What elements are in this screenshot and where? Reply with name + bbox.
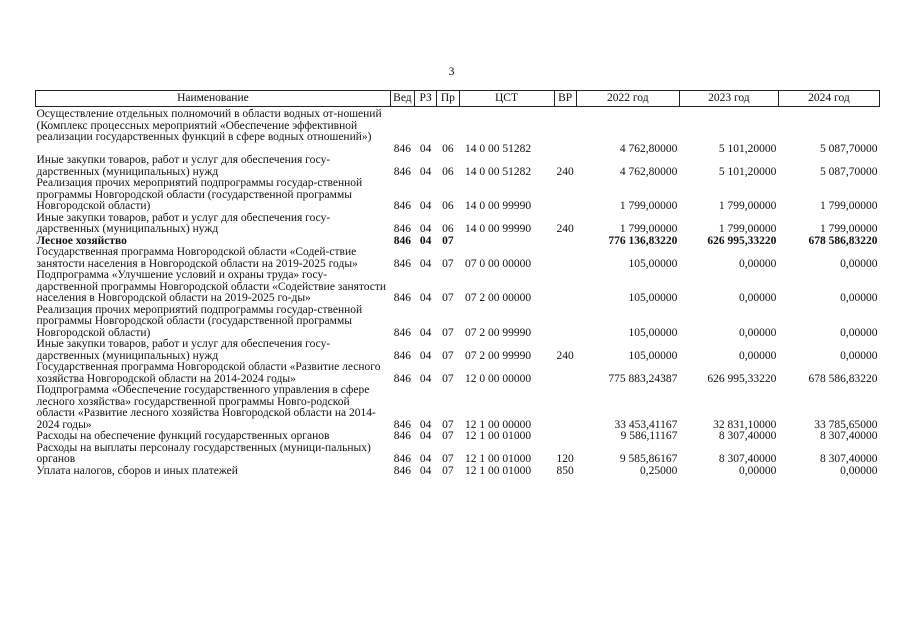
cell-pr: 07	[442, 234, 454, 247]
cell-2022: 33 453,41167	[614, 418, 678, 431]
table-row	[36, 443, 880, 466]
cell-ved: 846	[393, 453, 412, 465]
cell-2022: 1 799,00000	[619, 200, 678, 212]
cell-2022: 105,00000	[628, 349, 678, 362]
cell-vr	[554, 431, 576, 443]
cell-pr	[437, 107, 459, 144]
cell-2024: 0,00000	[840, 349, 878, 362]
cell-name: Расходы на обеспечение функций государственных органов	[36, 430, 330, 442]
cell-2022: 105,00000	[628, 292, 678, 304]
cell-vr	[554, 178, 576, 213]
cell-2024	[778, 107, 879, 144]
cell-pr: 06	[442, 223, 454, 235]
cell-2023: 626 995,33220	[707, 234, 777, 247]
header-ved: Вед	[390, 91, 414, 107]
cell-cst: 14 0 00 99990	[465, 223, 532, 235]
cell-2023: 0,00000	[739, 326, 777, 339]
header-2022: 2022 год	[576, 91, 679, 107]
cell-2023	[679, 107, 778, 144]
cell-pr: 07	[442, 326, 454, 339]
cell-name: Расходы на выплаты персоналу государственных (муници-пальных) органов	[36, 441, 371, 465]
cell-rz: 04	[419, 418, 432, 431]
cell-name: Государственная программа Новгородской области «Содей-ствие занятости населения в Новгородской области на 2019-2025 годы»	[36, 246, 358, 270]
cell-cst: 07 2 00 00000	[465, 292, 532, 304]
cell-cst: 12 1 00 00000	[465, 418, 532, 431]
header-pr: Пр	[437, 91, 459, 107]
cell-cst: 07 2 00 99990	[465, 326, 532, 339]
cell-2023: 0,00000	[739, 349, 777, 362]
table-row	[36, 155, 880, 178]
header-cst: ЦСТ	[459, 91, 554, 107]
cell-name: Осуществление отдельных полномочий в области водных от-ношений (Комплекс процессных мероприятий «Обеспечение эффективной реализации государственных функций в сфере водных отношений»)	[36, 108, 382, 143]
cell-pr: 06	[442, 200, 454, 212]
cell-2023: 1 799,00000	[718, 200, 777, 212]
cell-name: Иные закупки товаров, работ и услуг для обеспечения госу-дарственных (муниципальных) нужд	[36, 338, 331, 362]
cell-pr: 06	[442, 165, 454, 178]
cell-2022: 776 136,83220	[608, 234, 678, 247]
cell-cst: 12 0 00 00000	[465, 372, 532, 385]
cell-2024: 5 087,70000	[820, 165, 878, 178]
cell-name: Государственная программа Новгородской области «Развитие лесного хозяйства Новгородской области на 2014-2024 годы»	[36, 361, 381, 385]
cell-2024: 8 307,40000	[820, 430, 878, 442]
cell-rz: 04	[419, 234, 432, 247]
cell-2023: 0,00000	[739, 292, 777, 304]
page-number: 3	[448, 64, 455, 78]
cell-2022: 9 586,11167	[620, 430, 678, 442]
table-row	[36, 385, 880, 431]
cell-2023: 5 101,20000	[718, 165, 777, 178]
cell-pr: 07	[442, 349, 454, 362]
cell-2022: 4 762,80000	[619, 142, 678, 155]
cell-cst: 12 1 00 01000	[465, 430, 532, 442]
cell-ved: 846	[393, 464, 412, 477]
cell-2024: 678 586,83220	[808, 234, 878, 247]
cell-2023: 1 799,00000	[718, 223, 777, 235]
cell-vr: 240	[556, 165, 574, 178]
table-row	[36, 247, 880, 270]
cell-2024: 33 785,65000	[814, 418, 878, 431]
cell-rz: 04	[419, 292, 432, 304]
cell-vr: 240	[556, 349, 574, 362]
cell-rz: 04	[419, 464, 432, 477]
cell-cst	[459, 107, 554, 144]
cell-2022: 9 585,86167	[619, 453, 678, 465]
cell-rz: 04	[419, 372, 432, 385]
table-row	[36, 107, 880, 144]
cell-2023: 8 307,40000	[718, 430, 777, 442]
header-2024: 2024 год	[778, 91, 879, 107]
cell-name: Подпрограмма «Улучшение условий и охраны труда» госу-дарственной программы Новгородской области «Содействие занятости населения в Новгородской области на 2019-2025 го-ды»	[36, 269, 387, 304]
cell-vr	[554, 144, 576, 156]
cell-cst: 14 0 00 51282	[465, 142, 532, 155]
cell-rz: 04	[419, 200, 432, 212]
cell-ved: 846	[393, 234, 412, 247]
cell-ved: 846	[393, 326, 412, 339]
cell-2024: 8 307,40000	[820, 453, 878, 465]
cell-2024: 0,00000	[840, 326, 878, 339]
table-row	[36, 362, 880, 385]
budget-table	[35, 90, 880, 477]
table-row	[36, 178, 880, 213]
cell-ved: 846	[393, 292, 412, 304]
cell-name: Реализация прочих мероприятий подпрограммы государ-ственной программы Новгородской области (государственной программы Новгородской области)	[36, 303, 363, 339]
cell-vr: 240	[556, 223, 574, 235]
cell-cst	[459, 236, 554, 248]
table-row	[36, 431, 880, 443]
cell-2024: 678 586,83220	[808, 372, 878, 385]
cell-rz: 04	[419, 165, 432, 178]
cell-ved: 846	[393, 142, 412, 155]
header-rz: РЗ	[415, 91, 437, 107]
table-row	[36, 339, 880, 362]
cell-2024: 0,00000	[840, 464, 878, 477]
cell-vr	[554, 236, 576, 248]
cell-cst: 14 0 00 99990	[465, 200, 532, 212]
cell-ved: 846	[393, 223, 412, 235]
table-row	[36, 305, 880, 340]
cell-vr	[554, 247, 576, 270]
cell-pr: 07	[442, 257, 454, 270]
cell-2023: 8 307,40000	[718, 453, 777, 465]
cell-name: Иные закупки товаров, работ и услуг для обеспечения госу-дарственных (муниципальных) нужд	[36, 154, 331, 178]
cell-rz: 04	[419, 326, 432, 339]
cell-ved: 846	[393, 372, 412, 385]
header-vr: ВР	[554, 91, 576, 107]
cell-rz: 04	[419, 453, 432, 465]
cell-name: Подпрограмма «Обеспечение государственного управления в сфере лесного хозяйства» государственной программы Новго-родской области «Развитие лесного хозяйства Новгородской области на 2014-2024 годы»	[36, 384, 376, 431]
cell-2023: 5 101,20000	[718, 142, 777, 155]
cell-ved: 846	[393, 257, 412, 270]
cell-cst: 14 0 00 51282	[465, 165, 532, 178]
cell-2024: 0,00000	[840, 292, 878, 304]
cell-pr: 07	[442, 292, 454, 304]
cell-vr	[554, 385, 576, 431]
cell-2023: 626 995,33220	[707, 372, 777, 385]
cell-2022: 775 883,24387	[608, 372, 678, 385]
header-name: Наименование	[36, 91, 391, 107]
table-body	[36, 107, 880, 478]
cell-name: Реализация прочих мероприятий подпрограммы государ-ственной программы Новгородской области (государственной программы Новгородской области)	[36, 177, 363, 212]
cell-2022	[576, 107, 679, 144]
cell-vr	[554, 305, 576, 340]
cell-2023: 0,00000	[739, 257, 777, 270]
cell-2023: 32 831,10000	[713, 418, 777, 431]
cell-2022: 105,00000	[628, 257, 678, 270]
cell-pr: 07	[442, 372, 454, 385]
cell-2024: 1 799,00000	[820, 223, 878, 235]
cell-cst: 07 2 00 99990	[465, 349, 532, 362]
cell-name: Иные закупки товаров, работ и услуг для обеспечения госу-дарственных (муниципальных) нужд	[36, 211, 331, 235]
cell-name: Уплата налогов, сборов и иных платежей	[36, 464, 238, 477]
cell-cst: 12 1 00 01000	[465, 453, 532, 465]
cell-2022: 105,00000	[628, 326, 678, 339]
header-2023: 2023 год	[679, 91, 778, 107]
cell-2023: 0,00000	[739, 464, 777, 477]
cell-rz: 04	[419, 257, 432, 270]
cell-ved: 846	[393, 430, 412, 442]
cell-ved: 846	[393, 165, 412, 178]
cell-pr: 07	[442, 464, 454, 477]
cell-rz: 04	[419, 430, 432, 442]
table-row	[36, 213, 880, 236]
cell-2022: 1 799,00000	[619, 223, 678, 235]
cell-ved: 846	[393, 349, 412, 362]
cell-ved: 846	[393, 418, 412, 431]
cell-vr: 120	[556, 453, 574, 465]
cell-vr	[554, 362, 576, 385]
cell-2022: 0,25000	[639, 464, 678, 477]
cell-ved: 846	[393, 200, 412, 212]
table-header-row	[36, 91, 880, 107]
cell-pr: 06	[442, 142, 454, 155]
cell-pr: 07	[442, 453, 454, 465]
table-row	[36, 466, 880, 478]
cell-rz: 04	[419, 142, 432, 155]
cell-cst: 07 0 00 00000	[465, 257, 532, 270]
cell-rz: 04	[419, 223, 432, 235]
cell-pr: 07	[442, 418, 454, 431]
cell-rz: 04	[419, 349, 432, 362]
cell-2024: 0,00000	[840, 257, 878, 270]
cell-rz	[415, 107, 437, 144]
cell-2024: 5 087,70000	[820, 142, 878, 155]
cell-2024: 1 799,00000	[820, 200, 878, 212]
cell-2022: 4 762,80000	[619, 165, 678, 178]
table-row	[36, 270, 880, 305]
cell-ved	[390, 107, 414, 144]
cell-cst: 12 1 00 01000	[465, 464, 532, 477]
cell-vr: 850	[556, 464, 574, 477]
cell-vr	[554, 107, 576, 144]
cell-vr	[554, 270, 576, 305]
cell-name: Лесное хозяйство	[36, 234, 127, 247]
cell-pr: 07	[442, 430, 454, 442]
